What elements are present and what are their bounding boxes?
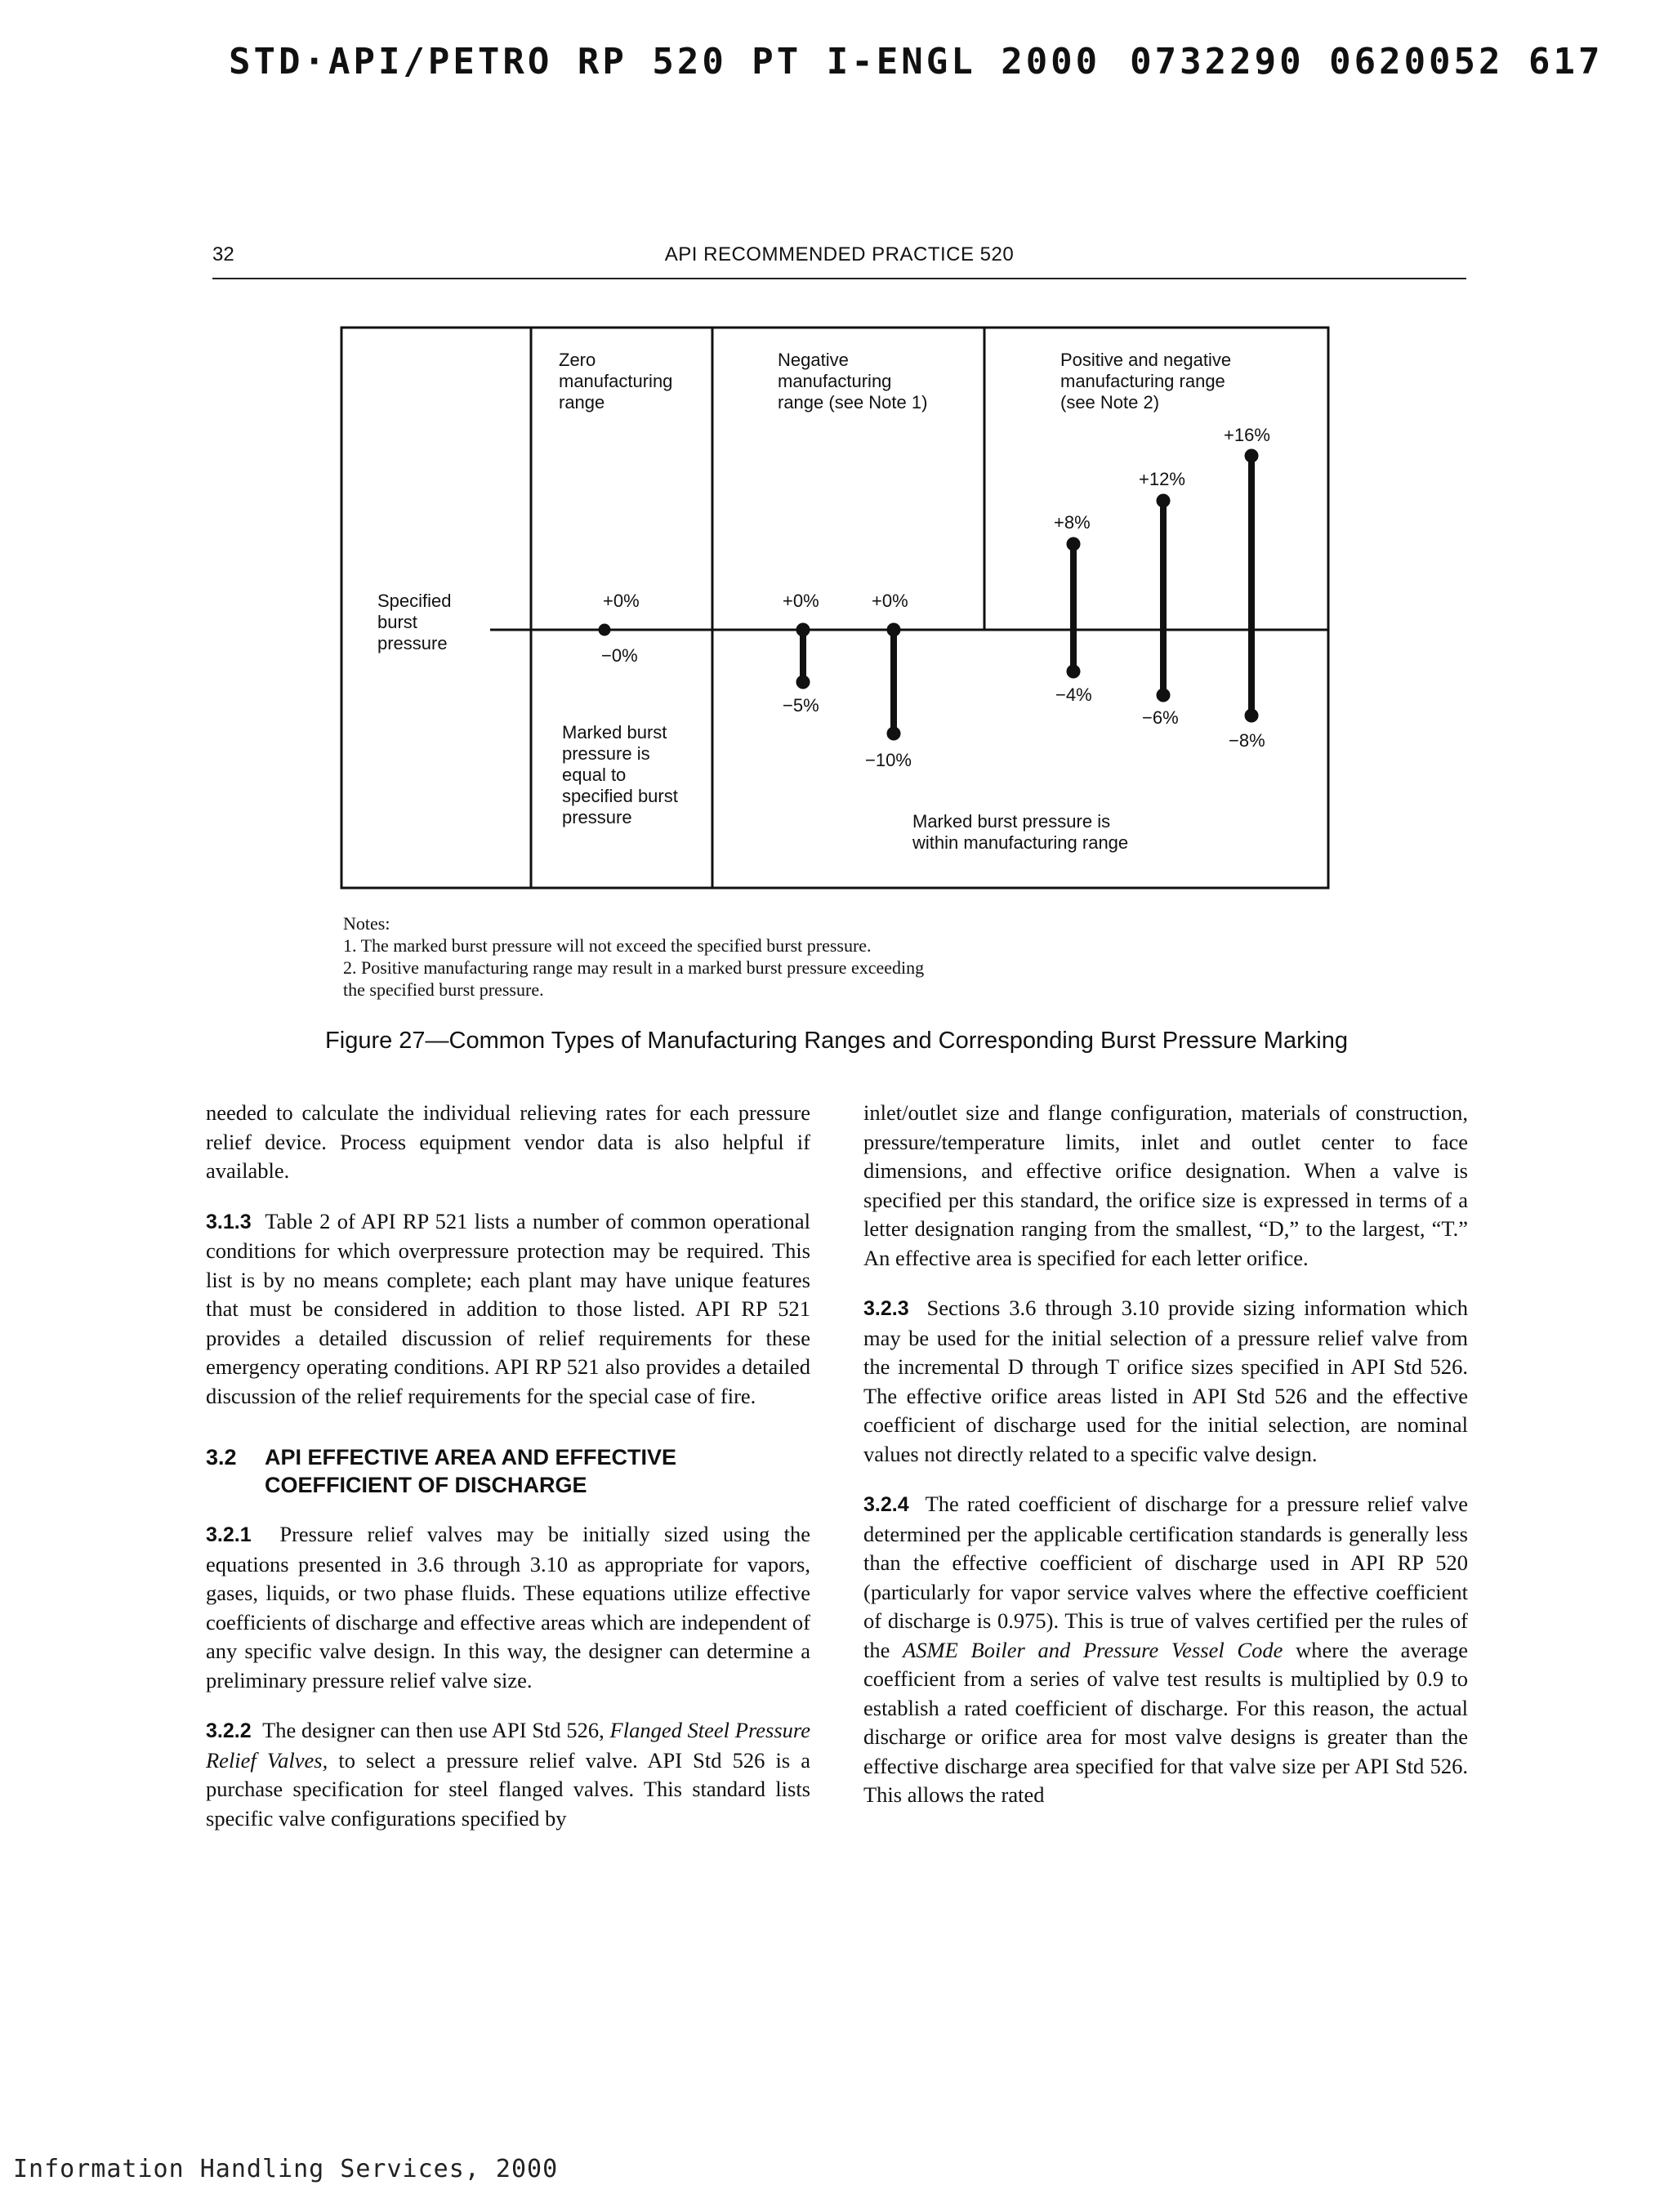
label-minus6: −6% — [1142, 707, 1179, 728]
label-minus8: −8% — [1229, 730, 1265, 751]
label-minus5: −5% — [783, 695, 819, 716]
label-plus8: +8% — [1054, 512, 1091, 533]
header-zero-range: Zero manufacturing range — [559, 350, 673, 413]
range-bar-plus16-minus8 — [1245, 449, 1258, 722]
paragraph: inlet/outlet size and flange configuration, materials of construction, pressure/temperature limits, inlet and outlet center to face dimensions, and effective orifice designation. When a valve is specified per this standard, the orifice size is expressed in terms of a letter designation ranging from the smallest, “D,” to the largest, “T.” An effective area is specified for each letter orifice. — [863, 1100, 1468, 1270]
section-heading: 3.2 API EFFECTIVE AREA AND EFFECTIVE COEFFICIENT OF DISCHARGE — [206, 1445, 677, 1497]
page-number: 32 — [212, 243, 234, 265]
paragraph: 3.2.4 The rated coefficient of discharge for a pressure relief valve determined per the applicable certification standards is generally less than the effective coefficient of discharge used in API RP 520 (particularly for vapor service valves where the effective coefficient of discharge is 0.975). This is true of valves certified per the rules of the ASME Boiler and Pressure Vessel Code where the average coefficient from a series of valve test results is multiplied by 0.9 to establish a rated coefficient of discharge. For this reason, the actual discharge or orifice area for most valve designs is greater than the effective discharge area specified for that valve size per API Std 526. This allows the rated — [863, 1492, 1469, 1807]
section-number: 3.1.3 — [206, 1210, 252, 1233]
range-bar-minus5 — [796, 623, 810, 689]
label-plus12: +12% — [1139, 469, 1185, 489]
header-positive-negative-range: Positive and negative manufacturing range (see Note 2) — [1060, 350, 1232, 413]
paragraph: 3.2.3 Sections 3.6 through 3.10 provide sizing information which may be used for the initial selection of a pressure relief valve from the incremental D through T orifice sizes specified in API Std 526. The effective orifice areas listed in API Std 526 and the effective coefficient of discharge used for the initial selection, are nominal values not directly related to a specific valve design. — [863, 1296, 1468, 1466]
label-minus4: −4% — [1055, 685, 1092, 705]
figure-diagram — [0, 0, 1673, 1062]
zero-range-note: Marked burst pressure is equal to specified burst pressure — [562, 722, 678, 827]
footer-credit: Information Handling Services, 2000 — [13, 2155, 559, 2183]
range-bar-plus8-minus4 — [1067, 537, 1080, 678]
figure-27 — [0, 0, 1673, 1062]
section-number: 3.2.1 — [206, 1523, 252, 1546]
range-bar-minus10 — [887, 623, 900, 740]
paragraph: 3.2.1 Pressure relief valves may be initially sized using the equations presented in 3.6 through 3.10 as appropriate for vapors, gases, liquids, or two phase fluids. These equations utilize effective coefficients of discharge and effective areas which are independent of any specific valve design. In this way, the designer can determine a preliminary pressure relief valve size. — [206, 1522, 810, 1692]
label-neg-plus-b: +0% — [872, 591, 908, 611]
label-neg-plus-a: +0% — [783, 591, 819, 611]
running-title: API RECOMMENDED PRACTICE 520 — [664, 243, 1015, 265]
label-plus16: +16% — [1224, 425, 1270, 445]
header-negative-range: Negative manufacturing range (see Note 1) — [778, 350, 928, 413]
figure-caption: Figure 27—Common Types of Manufacturing Ranges and Corresponding Burst Pressure Marking — [325, 1028, 1348, 1054]
left-column — [206, 1099, 810, 1849]
label-zero-plus: +0% — [603, 591, 640, 611]
zero-range-marker — [599, 624, 610, 636]
paragraph: 3.1.3 Table 2 of API RP 521 lists a number of common operational conditions for which overpressure protection may be required. This list is by no means complete; each plant may have unique features that must be considered in addition to those listed. API RP 521 provides a detailed discussion of relief requirements for these emergency operating conditions. API RP 521 also provides a detailed discussion of the relief requirements for the special case of fire. — [206, 1208, 811, 1408]
stamp-text: STD·API/PETRO RP 520 PT I-ENGL 2000 — [229, 41, 1101, 83]
section-number: 3.2.2 — [206, 1719, 252, 1742]
section-number: 3.2.4 — [863, 1493, 909, 1516]
label-minus10: −10% — [865, 750, 912, 770]
label-zero-minus: −0% — [601, 645, 638, 666]
paragraph: needed to calculate the individual relieving rates for each pressure relief device. Process equipment vendor data is also helpful if available. — [206, 1100, 810, 1183]
right-column — [863, 1099, 1468, 1826]
within-range-note: Marked burst pressure is within manufacturing range — [912, 811, 1129, 853]
section-number: 3.2.3 — [863, 1297, 909, 1320]
figure-notes: Notes: 1. The marked burst pressure will not exceed the specified burst pressure. 2. Positive manufacturing range may result in a marked burst pressure exceeding the specified burst pressure. — [343, 913, 925, 1000]
row-label-specified-burst-pressure: Specified burst pressure — [377, 591, 452, 653]
paragraph: 3.2.2 The designer can then use API Std 526, Flanged Steel Pressure Relief Valves, to select a pressure relief valve. API Std 526 is a purchase specification for steel flanged valves. This standard lists specific valve configurations specified by — [206, 1718, 811, 1831]
range-bar-plus12-minus6 — [1157, 494, 1170, 702]
stamp-number: 0732290 0620052 617 — [1130, 41, 1604, 83]
